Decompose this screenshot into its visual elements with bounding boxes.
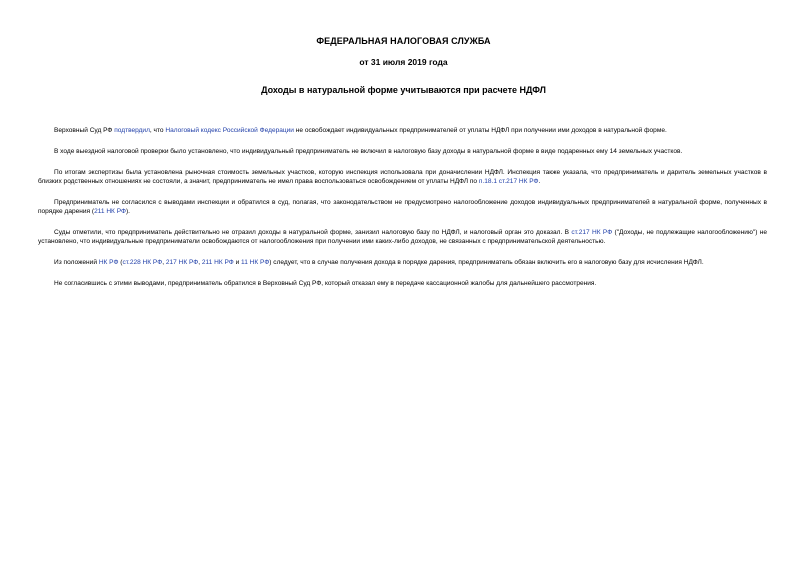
link-tax-code[interactable]: Налоговый кодекс Российской Федерации xyxy=(165,127,294,134)
link-art211[interactable]: 211 НК РФ xyxy=(201,259,234,266)
paragraph-3 xyxy=(38,168,767,186)
document-date: от 31 июля 2019 года xyxy=(359,57,448,67)
link-art211[interactable]: 211 НК РФ xyxy=(94,208,126,215)
link-art228[interactable]: ст.228 НК РФ xyxy=(122,259,163,266)
document-title: Доходы в натуральной форме учитываются при расчете НДФЛ xyxy=(261,85,546,95)
text: Суды отметили, что предприниматель действительно не отразил доходы в натуральной форме, занизил налоговую базу по НДФЛ, и налоговый орган это доказал. В xyxy=(54,229,572,236)
text: , xyxy=(198,259,202,266)
text: ) следует, что в случае получения дохода в порядке дарения, предприниматель обязан включить его в налоговую базу для исчисления НДФЛ. xyxy=(269,259,704,266)
text: По итогам экспертизы была установлена рыночная стоимость земельных участков, которую инспекция использовала при доначислении НДФЛ. Инспекция также указала, что предприниматель и даритель земельных участков в близких родственных отношениях не состояли, а значит, предприниматель не имел права воспользоваться освобождением от уплаты НДФЛ по xyxy=(38,169,767,185)
paragraph-5 xyxy=(38,228,767,246)
text: Из положений xyxy=(54,259,99,266)
text: Верховный Суд РФ xyxy=(54,127,115,134)
paragraph-1 xyxy=(38,126,767,135)
text: , xyxy=(162,259,166,266)
text: и xyxy=(233,259,242,266)
paragraph-7 xyxy=(38,279,767,288)
document-body xyxy=(38,126,767,300)
link-nk-rf[interactable]: НК РФ xyxy=(98,259,119,266)
link-art11[interactable]: 11 НК РФ xyxy=(241,259,270,266)
text: ( xyxy=(118,259,123,266)
paragraph-6 xyxy=(38,258,767,267)
text: , что xyxy=(149,127,166,134)
link-confirmed[interactable]: подтвердил xyxy=(114,127,150,134)
paragraph-2 xyxy=(38,147,767,156)
text: Не согласившись с этими выводами, предприниматель обратился в Верховный Суд РФ, который отказал ему в передаче кассационной жалобы для дальнейшего рассмотрения. xyxy=(54,280,597,287)
link-art217[interactable]: 217 НК РФ xyxy=(165,259,199,266)
paragraph-4 xyxy=(38,198,767,216)
link-art217[interactable]: ст.217 НК РФ xyxy=(571,229,613,236)
text: В ходе выездной налоговой проверки было установлено, что индивидуальный предприниматель не включил в налоговую базу доходы в натуральной форме в виде подаренных ему 14 земельных участков. xyxy=(54,148,683,155)
text: ("Доходы, не подлежащие налогообложению") не установлено, что индивидуальные предприниматели освобождаются от налогообложения при получении ими каких-либо доходов, не связанных с предпринимательской деятельностью. xyxy=(38,229,767,245)
text: ). xyxy=(125,208,130,215)
text: не освобождает индивидуальных предпринимателей от уплаты НДФЛ при получении ими доходов в натуральной форме. xyxy=(293,127,667,134)
link-p18-1-art217[interactable]: п.18.1 ст.217 НК РФ xyxy=(478,178,539,185)
text: Предприниматель не согласился с выводами инспекции и обратился в суд, полагая, что законодательством не предусмотрено налогообложение доходов индивидуальных предпринимателей в натуральной форме, полученных в порядке дарения ( xyxy=(38,199,767,215)
text: . xyxy=(538,178,541,185)
agency-name: ФЕДЕРАЛЬНАЯ НАЛОГОВАЯ СЛУЖБА xyxy=(316,36,491,46)
